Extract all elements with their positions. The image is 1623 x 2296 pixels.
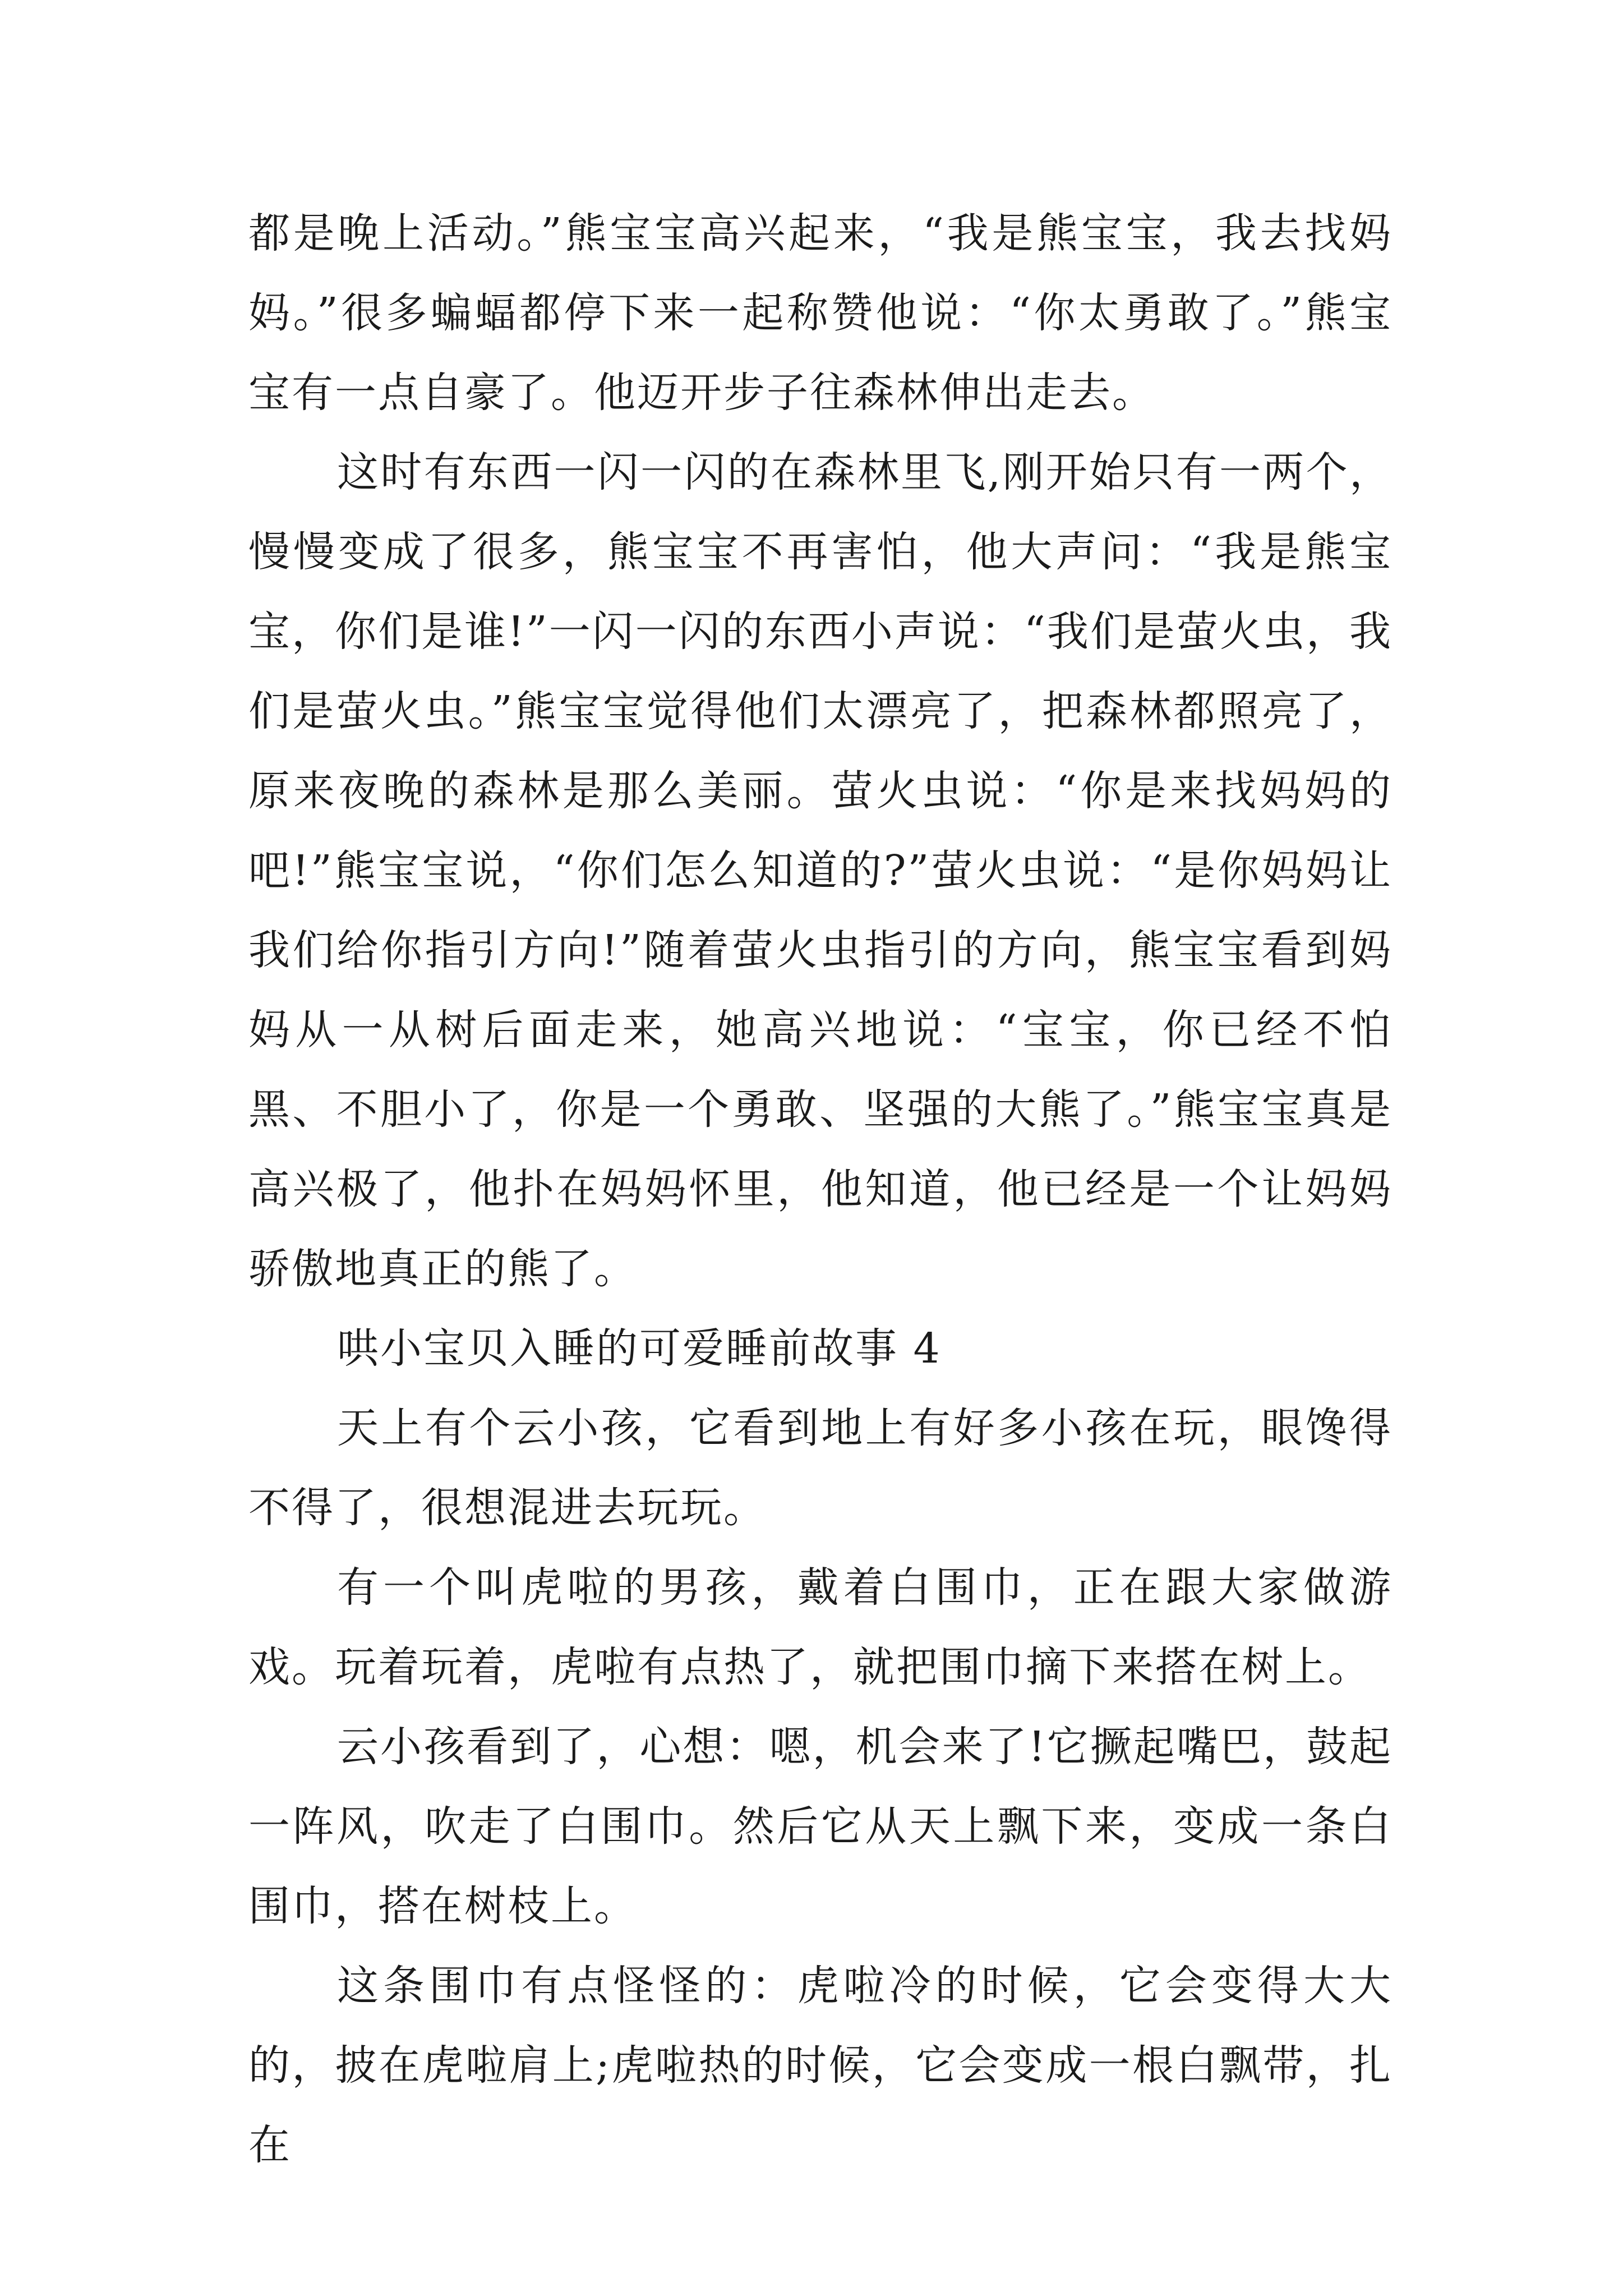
section-heading: 哄小宝贝入睡的可爱睡前故事 4 <box>337 1324 942 1373</box>
paragraph-3: 天上有个云小孩，它看到地上有好多小孩在玩，眼馋得不得了，很想混进去玩玩。 <box>248 1404 1393 1532</box>
paragraph-6: 这条围巾有点怪怪的：虎啦冷的时候，它会变得大大的，披在虎啦肩上;虎啦热的时候，它会变成一根白飘带，扎在 <box>248 1962 1393 2169</box>
document-body <box>248 194 1393 2185</box>
paragraph-1: 都是晚上活动。”熊宝宝高兴起来，“我是熊宝宝，我去找妈妈。”很多蝙蝠都停下来一起称赞他说：“你太勇敢了。”熊宝宝有一点自豪了。他迈开步子往森林伸出走去。 <box>248 209 1393 417</box>
paragraph-4: 有一个叫虎啦的男孩，戴着白围巾，正在跟大家做游戏。玩着玩着，虎啦有点热了，就把围巾摘下来搭在树上。 <box>248 1563 1393 1691</box>
paragraph-2: 这时有东西一闪一闪的在森林里飞,刚开始只有一两个，慢慢变成了很多，熊宝宝不再害怕，他大声问：“我是熊宝宝，你们是谁!”一闪一闪的东西小声说：“我们是萤火虫，我们是萤火虫。”熊宝宝觉得他们太漂亮了，把森林都照亮了，原来夜晚的森林是那么美丽。萤火虫说：“你是来找妈妈的吧!”熊宝宝说，“你们怎么知道的?”萤火虫说：“是你妈妈让我们给你指引方向!”随着萤火虫指引的方向，熊宝宝看到妈妈从一从树后面走来，她高兴地说：“宝宝，你已经不怕黑、不胆小了，你是一个勇敢、坚强的大熊了。”熊宝宝真是高兴极了，他扑在妈妈怀里，他知道，他已经是一个让妈妈骄傲地真正的熊了。 <box>248 448 1393 1293</box>
paragraph-5: 云小孩看到了，心想：嗯，机会来了!它撅起嘴巴，鼓起一阵风，吹走了白围巾。然后它从天上飘下来，变成一条白围巾，搭在树枝上。 <box>248 1723 1393 1930</box>
